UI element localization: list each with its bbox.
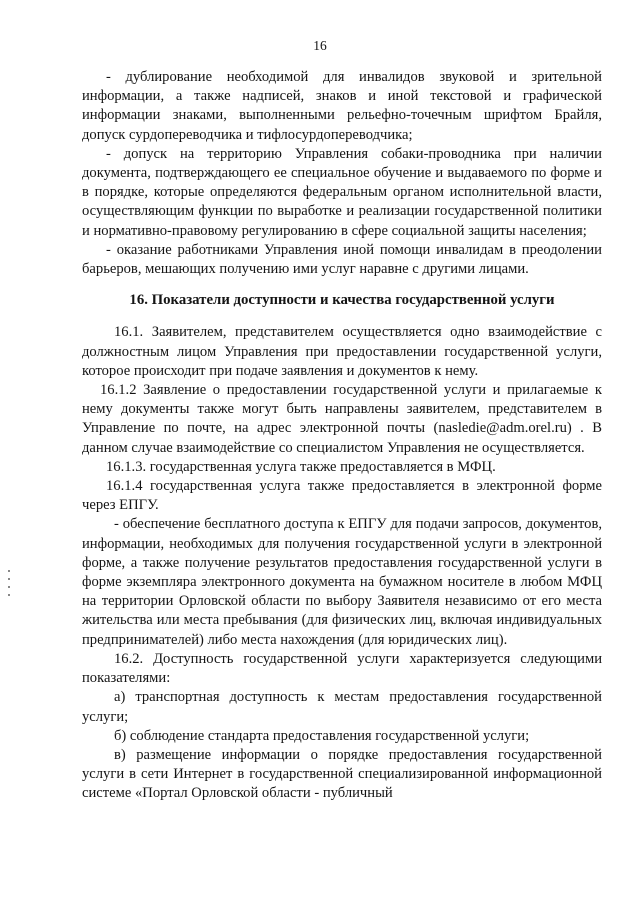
document-body	[82, 68, 602, 804]
list-item-a: а) транспортная доступность к местам предоставления государственной услуги;	[82, 689, 602, 725]
paragraph-16-1-4: 16.1.4 государственная услуга также предоставляется в электронной форме через ЕПГУ.	[82, 478, 602, 514]
paragraph-braille-duplication: - дублирование необходимой для инвалидов звуковой и зрительной информации, а также надписей, знаков и иной текстовой и графической информации знаками, выполненными рельефно-точечным шрифтом Брайля, допуск сурдопереводчика и тифлосурдопереводчика;	[82, 69, 602, 143]
paragraph-16-1-2: 16.1.2 Заявление о предоставлении государственной услуги и прилагаемые к нему документы также могут быть направлены заявителем, представителем в Управление по почте, на адрес электронной почты (nasledie@adm.orel.ru) . В данном случае взаимодействие со специалистом Управления не осуществляется.	[82, 382, 602, 456]
paragraph-16-1: 16.1. Заявителем, представителем осуществляется одно взаимодействие с должностным лицом Управления при предоставлении государственной услуги, которое происходит при подаче заявления и документов к нему.	[82, 324, 602, 379]
paragraph-guide-dog-access: - допуск на территорию Управления собаки-проводника при наличии документа, подтверждающего ее специальное обучение и выдаваемого по форме и в порядке, которые определяются федеральным органом исполнительной власти, осуществляющим функции по выработке и реализации государственной политики и нормативно-правовому регулированию в сфере социальной защиты населения;	[82, 145, 602, 239]
scan-margin-marks	[8, 570, 10, 610]
page-number: 16	[313, 38, 327, 53]
paragraph-16-1-3: 16.1.3. государственная услуга также предоставляется в МФЦ.	[106, 458, 496, 475]
section-heading: 16. Показатели доступности и качества государственной услуги	[129, 292, 555, 309]
list-item-b: б) соблюдение стандарта предоставления государственной услуги;	[114, 727, 530, 744]
paragraph-16-2: 16.2. Доступность государственной услуги характеризуется следующими показателями:	[82, 650, 602, 687]
paragraph-staff-assistance: - оказание работниками Управления иной помощи инвалидам в преодолении барьеров, мешающих получению ими услуг наравне с другими лицами.	[82, 241, 602, 278]
paragraph-epgu-access: - обеспечение бесплатного доступа к ЕПГУ для подачи запросов, документов, информации, необходимых для получения государственной услуги в электронной форме, а также получение результатов предоставления государственной услуги в форме экземпляра электронного документа на бумажном носителе в любом МФЦ на территории Орловской области по выбору Заявителя независимо от его места жительства или места пребывания (для физических лиц, включая индивидуальных предпринимателей) либо места нахождения (для юридических лиц).	[82, 516, 602, 648]
list-item-c: в) размещение информации о порядке предоставления государственной услуги в сети Интернет в государственной специализированной информационной системе «Портал Орловской области - публичный	[82, 746, 602, 802]
